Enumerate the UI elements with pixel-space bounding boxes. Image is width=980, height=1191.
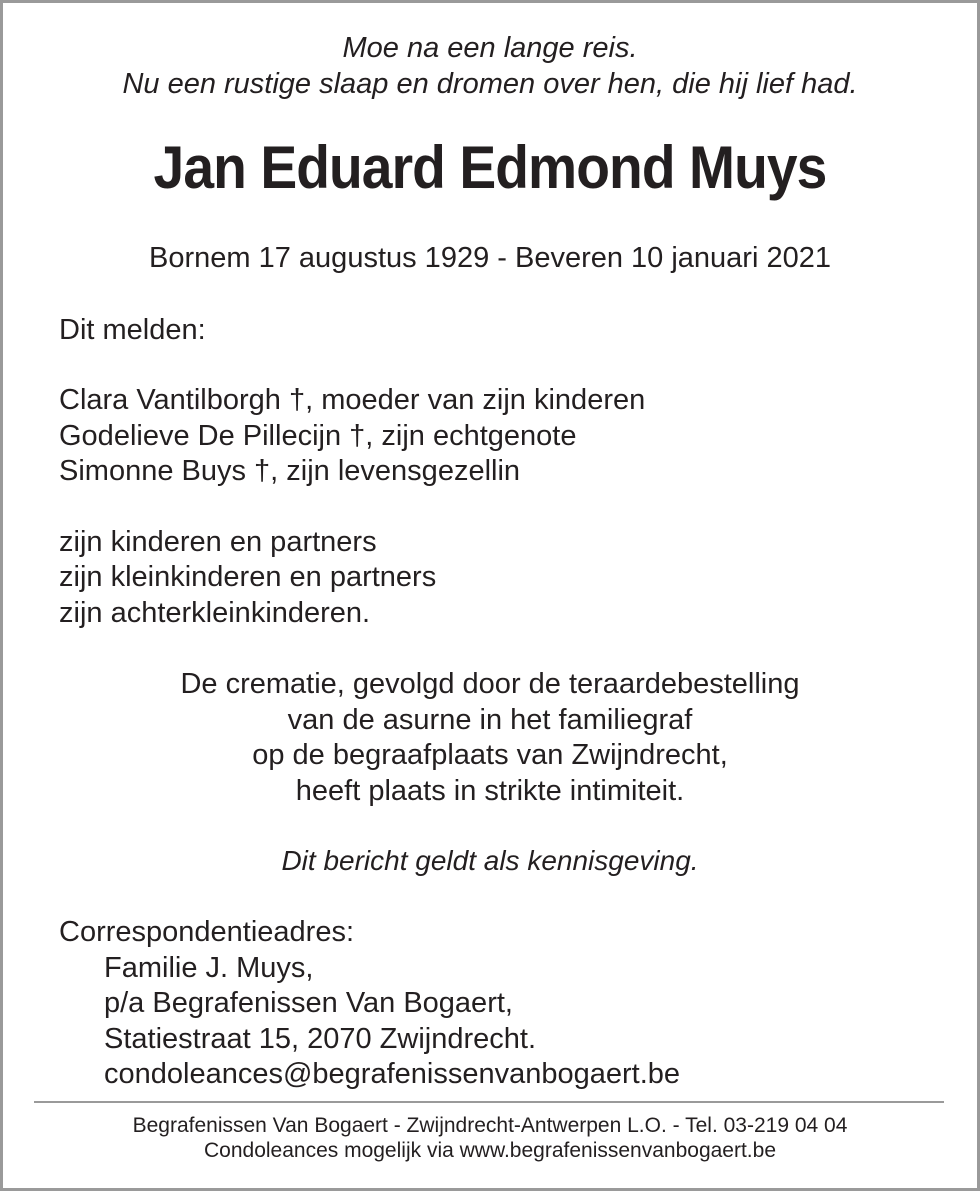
relative-line: Godelieve De Pillecijn †, zijn echtgenote xyxy=(59,420,577,452)
announcement-intro: Dit melden: xyxy=(59,314,206,346)
family-line: zijn achterkleinkinderen. xyxy=(59,597,371,629)
ceremony-line: op de begraafplaats van Zwijndrecht, xyxy=(252,739,728,771)
footer-line-2: Condoleances mogelijk via www.begrafenissenvanbogaert.be xyxy=(203,1139,776,1162)
motto-line-2: Nu een rustige slaap en dromen over hen, die hij lief had. xyxy=(122,68,858,100)
correspondence-line: Statiestraat 15, 2070 Zwijndrecht. xyxy=(104,1023,537,1055)
relative-line: Simonne Buys †, zijn levensgezellin xyxy=(59,455,521,487)
notice-text: Dit bericht geldt als kennisgeving. xyxy=(281,845,699,876)
ceremony-line: heeft plaats in strikte intimiteit. xyxy=(295,775,685,807)
footer-line-1: Begrafenissen Van Bogaert - Zwijndrecht-Antwerpen L.O. - Tel. 03-219 04 04 xyxy=(132,1114,848,1137)
correspondence-email: condoleances@begrafenissenvanbogaert.be xyxy=(104,1058,681,1090)
ceremony-line: van de asurne in het familiegraf xyxy=(287,704,693,736)
correspondence-line: Familie J. Muys, xyxy=(104,952,314,984)
deceased-name: Jan Eduard Edmond Muys xyxy=(153,134,827,201)
footer-divider xyxy=(34,1101,944,1103)
correspondence-label: Correspondentieadres: xyxy=(59,916,355,948)
family-line: zijn kinderen en partners xyxy=(59,526,377,558)
relative-line: Clara Vantilborgh †, moeder van zijn kinderen xyxy=(59,384,646,416)
family-line: zijn kleinkinderen en partners xyxy=(59,561,437,593)
birth-death-dates: Bornem 17 augustus 1929 - Beveren 10 januari 2021 xyxy=(149,242,831,274)
correspondence-line: p/a Begrafenissen Van Bogaert, xyxy=(104,987,513,1019)
motto-line-1: Moe na een lange reis. xyxy=(342,32,638,64)
ceremony-line: De crematie, gevolgd door de teraardebestelling xyxy=(180,668,800,700)
